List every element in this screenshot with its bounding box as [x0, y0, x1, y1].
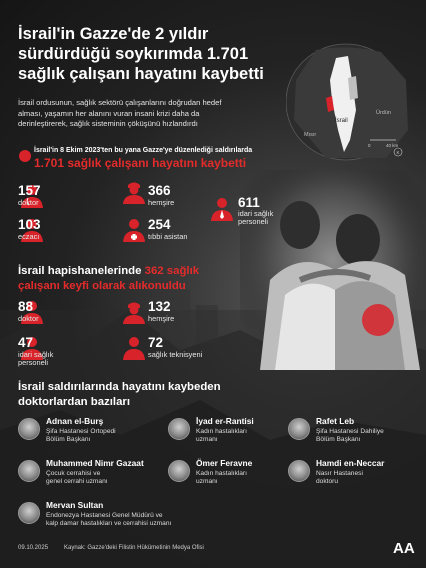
nurse-icon — [120, 180, 148, 204]
killed-admin-label-1: idari sağlık — [238, 209, 274, 218]
doctor-name: Rafet Leb — [316, 416, 355, 426]
medical-assistant-icon — [120, 218, 148, 242]
doctor-title-line-1: Şifa Hastanesi Ortopedi — [46, 428, 116, 435]
aa-logo-text: AA — [393, 540, 415, 557]
detained-heading — [18, 264, 199, 294]
map-north: K — [396, 150, 400, 155]
doctor-portrait — [168, 418, 190, 440]
title-line-3: sağlık çalışanı hayatını kaybetti — [18, 65, 264, 83]
map-scale-40: 40 km — [386, 143, 399, 148]
detained-doctor-value: 88 — [18, 299, 34, 314]
detained-technician-value: 72 — [148, 335, 164, 350]
detained-admin-label-1: idari sağlık — [18, 350, 54, 359]
doctor-portrait — [18, 502, 40, 524]
killed-admin-value: 611 — [238, 195, 260, 210]
doctors-heading-line-2: doktorlardan bazıları — [18, 396, 131, 408]
detained-nurse-label: hemşire — [148, 314, 175, 323]
footer-source: Kaynak: Gazze'deki Filistin Hükümetinin Medya Ofisi — [64, 545, 204, 551]
health-technician-icon — [120, 336, 148, 360]
killed-subheading: İsrail'in 8 Ekim 2023'ten bu yana Gazze'ye düzenlediği saldırılarda — [34, 147, 253, 154]
detained-doctor-label: doktor — [18, 314, 39, 323]
doctor-title-line-1: Nasır Hastanesi — [316, 470, 363, 477]
aa-logo — [392, 537, 418, 557]
doctors-heading-line-1: İsrail saldırılarında hayatını kaybeden — [18, 381, 221, 393]
doctor-title-line-2: Bölüm Başkanı — [46, 436, 91, 443]
doctor-name: Muhammed Nimr Gazaat — [46, 458, 144, 468]
admin-staff-icon — [208, 197, 236, 221]
killed-pharmacist-label: eczacı — [18, 232, 40, 241]
doctor-portrait — [18, 418, 40, 440]
nurse-icon — [120, 300, 148, 324]
killed-assistant-label: tıbbi asistan — [148, 232, 188, 241]
doctor-title-line-1: Endonezya Hastanesi Genel Müdürü ve — [46, 512, 163, 519]
doctor-title-line-2: genel cerrahi uzmanı — [46, 478, 108, 485]
killed-nurse-label: hemşire — [148, 198, 175, 207]
section-bullet-icon — [19, 150, 31, 162]
detained-nurse-value: 132 — [148, 299, 171, 314]
killed-nurse-value: 366 — [148, 183, 171, 198]
doctor-name: Mervan Sultan — [46, 500, 104, 510]
detained-admin-label-2: personeli — [18, 358, 48, 367]
doctor-portrait — [168, 460, 190, 482]
map-label-misir: Mısır — [304, 132, 317, 138]
detained-heading-part-a: İsrail hapishanelerinde — [18, 265, 145, 277]
doctors-heading — [18, 380, 221, 410]
detained-heading-part-b: 362 sağlık — [144, 265, 200, 277]
doctor-title-line-1: Şifa Hastanesi Dahiliye — [316, 428, 384, 435]
doctor-name: Adnan el-Burş — [46, 416, 104, 426]
intro-line-1: İsrail ordusunun, sağlık sektörü çalışanlarını doğrudan hedef — [18, 98, 222, 107]
killed-admin-label-2: personeli — [238, 217, 268, 226]
doctor-title-line-2: uzmanı — [196, 436, 218, 443]
map-label-israil: İsrail — [335, 118, 348, 124]
title-line-1: İsrail'in Gazze'de 2 yıldır — [18, 25, 209, 43]
intro-line-2: alması, yaşamın her alanını vuran insani krizi daha da — [18, 108, 200, 118]
medics-embrace-photo — [240, 170, 426, 370]
doctor-name: İyad er-Rantisi — [196, 416, 254, 426]
region-map — [286, 40, 416, 162]
intro-line-3: derinleştirerek, sağlık sisteminin çöküşünü hızlandırdı — [18, 119, 198, 128]
killed-doctor-label: doktor — [18, 198, 39, 207]
doctor-title-line-2: uzmanı — [196, 478, 218, 485]
killed-heading: 1.701 sağlık çalışanı hayatını kaybetti — [34, 156, 247, 170]
page-title — [18, 24, 288, 84]
doctor-title-line-1: Kadın hastalıkları — [196, 470, 247, 477]
footer-date: 09.10.2025 — [18, 545, 49, 551]
killed-pharmacist-value: 103 — [18, 217, 41, 232]
doctor-title-line-2: doktoru — [316, 478, 338, 485]
intro-text — [18, 98, 280, 130]
killed-doctor-value: 157 — [18, 183, 41, 198]
doctor-title-line-1: Çocuk cerrahisi ve — [46, 470, 101, 477]
doctor-title-line-2: Bölüm Başkanı — [316, 436, 361, 443]
doctor-name: Ömer Feravne — [196, 458, 253, 468]
map-label-urdun: Ürdün — [376, 110, 391, 116]
doctor-portrait — [288, 460, 310, 482]
detained-admin-value: 47 — [18, 335, 34, 350]
doctor-name: Hamdi en-Neccar — [316, 458, 385, 468]
doctor-title-line-2: kalp damar hastalıkları ve cerrahisi uzmanı — [46, 520, 172, 527]
map-scale-0: 0 — [368, 143, 371, 148]
detained-heading-line-2: çalışanı keyfi olarak alıkonuldu — [18, 280, 186, 292]
killed-assistant-value: 254 — [148, 217, 171, 232]
detained-technician-label: sağlık teknisyeni — [148, 350, 203, 359]
title-line-2: sürdürdüğü soykırımda 1.701 — [18, 45, 249, 63]
doctor-portrait — [18, 460, 40, 482]
doctor-portrait — [288, 418, 310, 440]
doctor-title-line-1: Kadın hastalıkları — [196, 428, 247, 435]
